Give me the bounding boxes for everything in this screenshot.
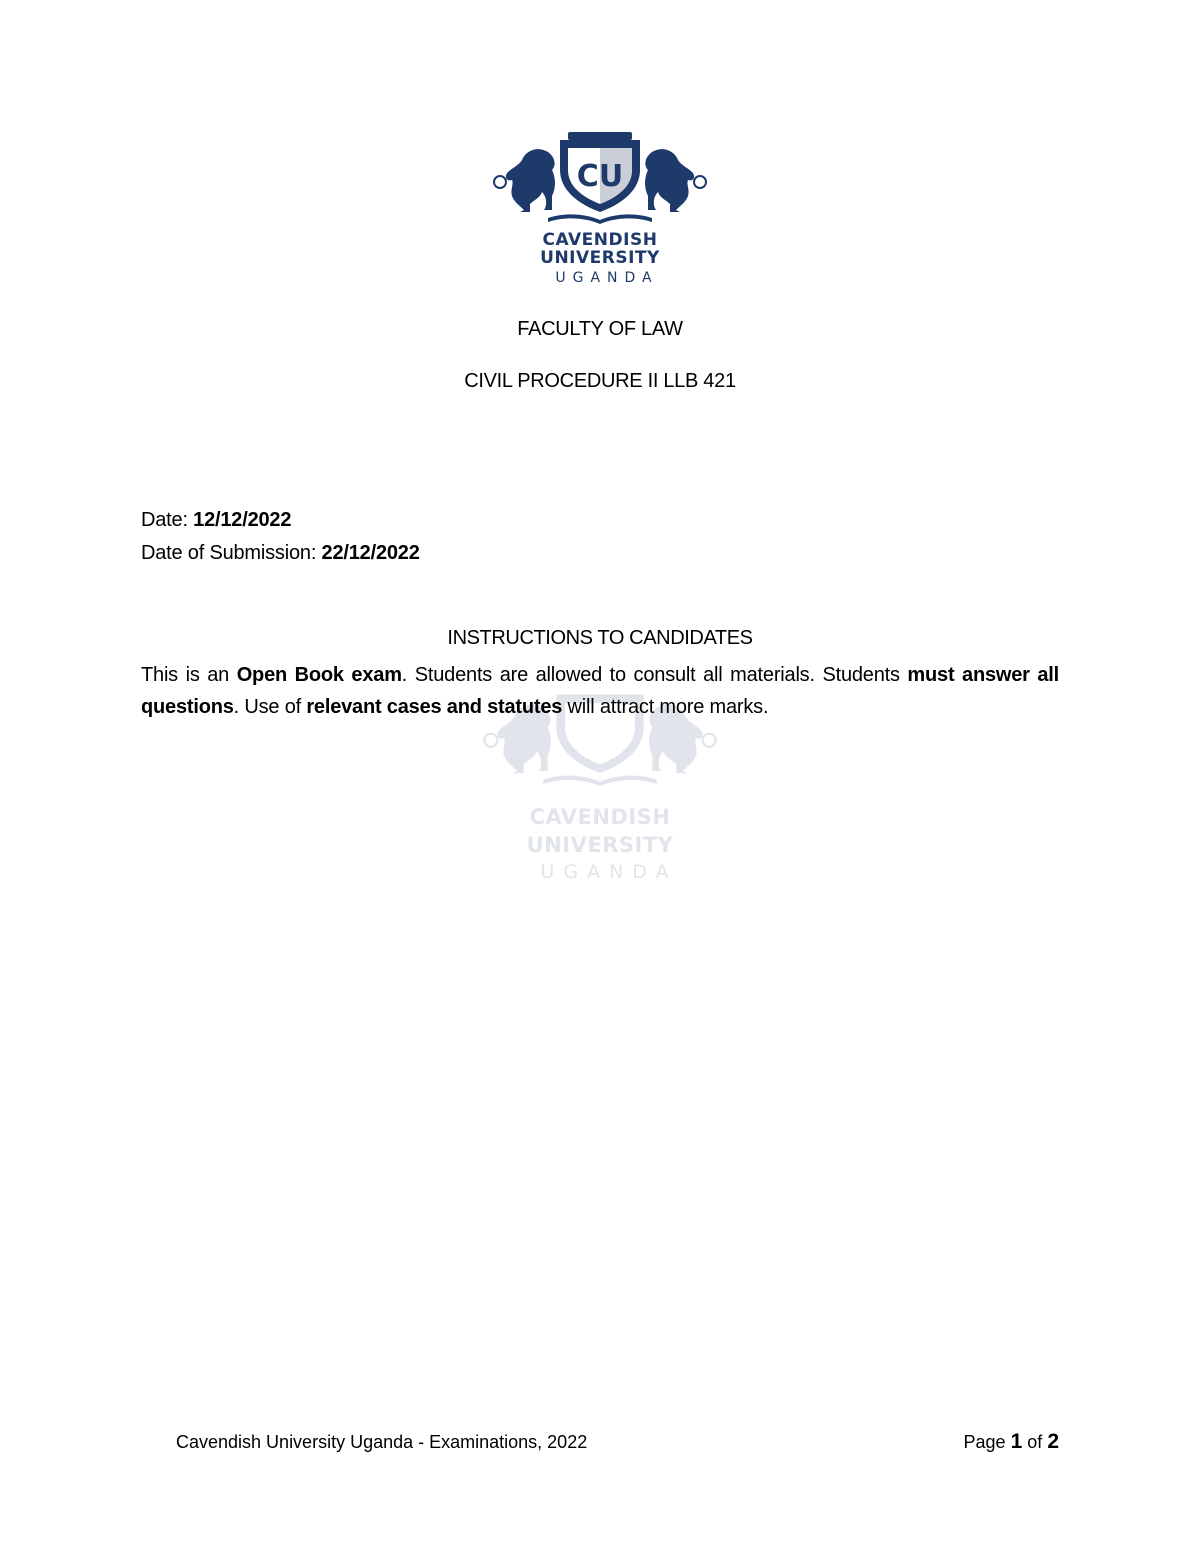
page-current: 1 <box>1010 1430 1023 1453</box>
date-value: 12/12/2022 <box>193 509 292 531</box>
watermark-line-1: CAVENDISH <box>529 805 671 829</box>
logo-line-1: CAVENDISH <box>542 230 658 250</box>
submission-label: Date of Submission: <box>141 542 317 564</box>
footer-text: Cavendish University Uganda - Examinations, 2022 <box>176 1432 588 1452</box>
cavendish-crest-icon <box>490 126 710 230</box>
instructions-title: INSTRUCTIONS TO CANDIDATES <box>447 627 753 649</box>
instructions-text-1: This is an <box>141 664 237 686</box>
university-logo <box>490 126 710 288</box>
instructions-bold-2: must answer all questions <box>141 664 1059 718</box>
page-number <box>964 1430 1059 1454</box>
logo-line-2: UNIVERSITY <box>540 248 660 268</box>
faculty-title: FACULTY OF LAW <box>517 318 683 340</box>
instructions-body <box>141 659 1059 723</box>
watermark-line-2: UNIVERSITY <box>526 833 674 857</box>
instructions-text-3: . Use of <box>233 696 307 718</box>
instructions-text-2: . Students are allowed to consult all materials. Students <box>401 664 908 686</box>
page-label: Page <box>963 1432 1006 1452</box>
watermark-line-3: UGANDA <box>540 861 678 883</box>
instructions-bold-1: Open Book exam <box>236 664 402 686</box>
instructions-text-4: will attract more marks. <box>562 696 769 718</box>
submission-date <box>141 542 420 565</box>
page-of: of <box>1027 1432 1043 1452</box>
page-total: 2 <box>1047 1430 1059 1453</box>
logo-line-3: UGANDA <box>555 270 659 286</box>
submission-value: 22/12/2022 <box>321 542 420 564</box>
instructions-bold-3: relevant cases and statutes <box>306 696 563 718</box>
shield-letters: CU <box>576 159 624 194</box>
exam-date <box>141 509 291 532</box>
date-label: Date: <box>141 509 188 531</box>
course-title: CIVIL PROCEDURE II LLB 421 <box>464 370 736 392</box>
